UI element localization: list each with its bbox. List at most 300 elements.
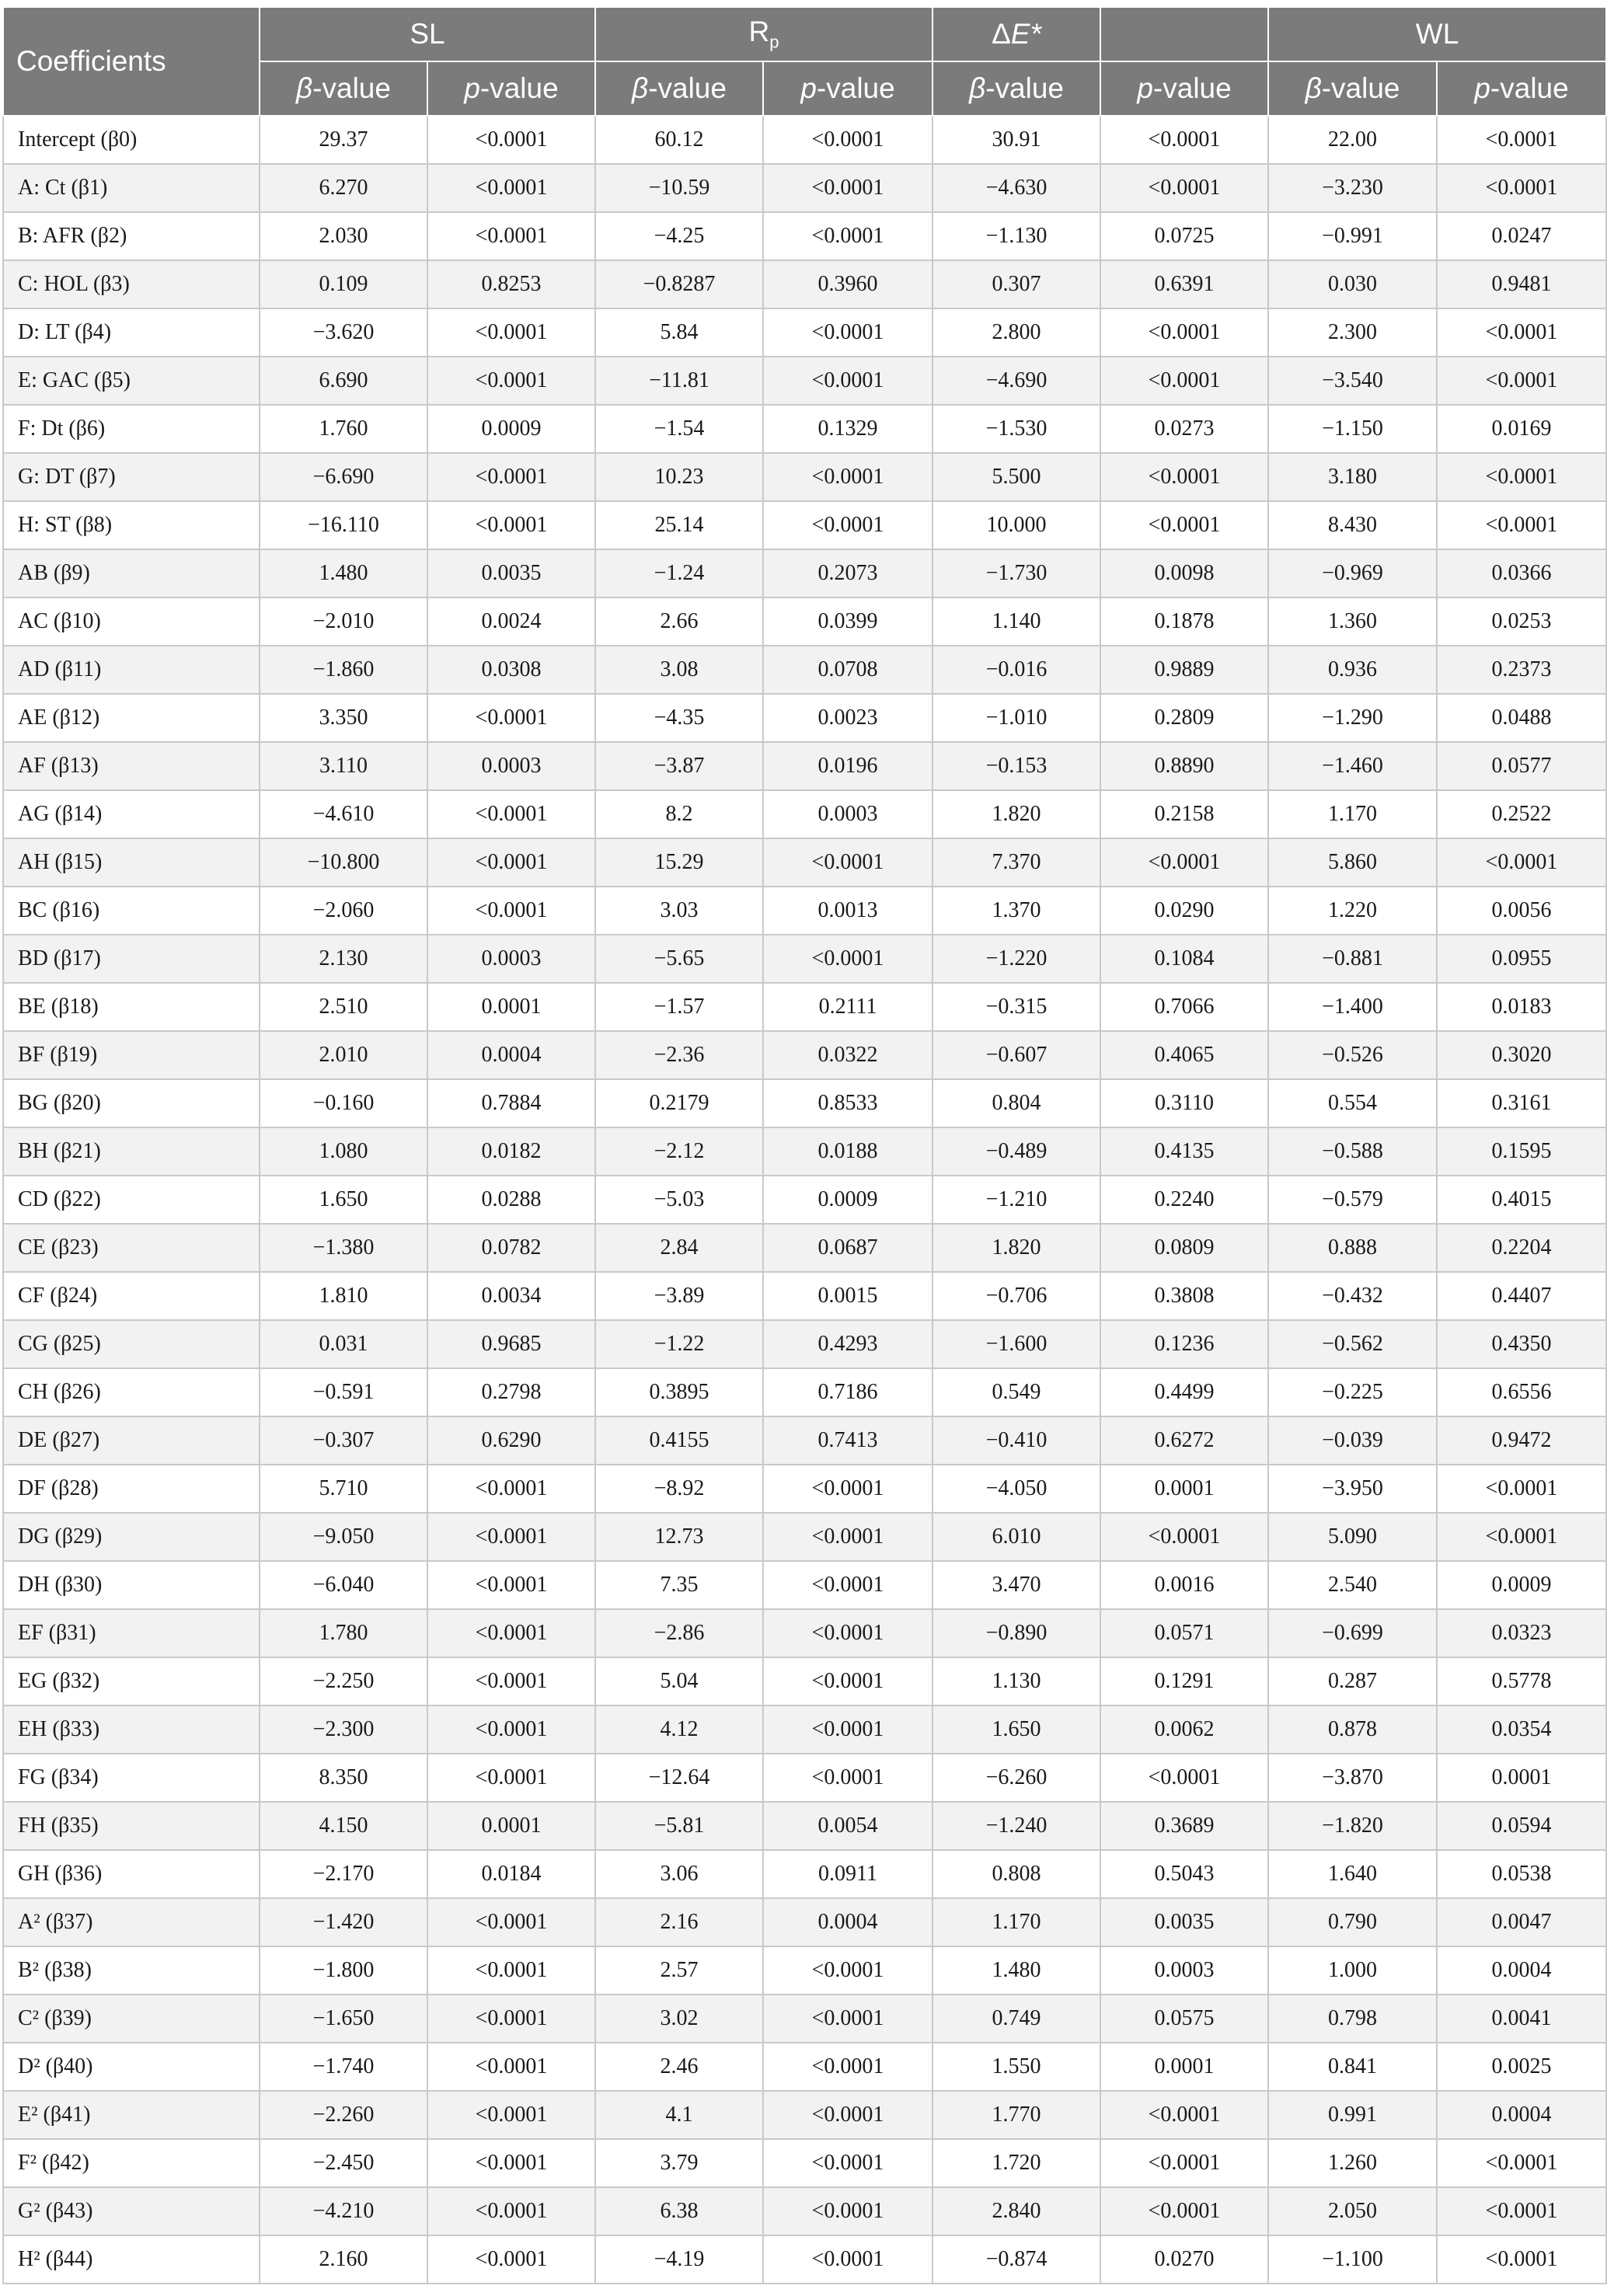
coefficient-label: A² (β37)	[3, 1898, 260, 1946]
beta-value-header	[932, 61, 1100, 116]
coefficient-label: G: DT (β7)	[3, 453, 260, 501]
symbol: p	[1137, 72, 1153, 104]
table-cell: −1.730	[932, 549, 1100, 598]
table-cell: 10.23	[595, 453, 763, 501]
table-cell: −0.607	[932, 1031, 1100, 1079]
table-cell: 0.2111	[763, 983, 932, 1031]
table-cell: 1.770	[932, 2091, 1100, 2139]
table-cell: −0.016	[932, 646, 1100, 694]
table-row	[3, 1754, 1606, 1802]
table-cell: 1.640	[1268, 1850, 1437, 1898]
table-cell: 0.0025	[1437, 2043, 1606, 2091]
table-cell: 2.46	[595, 2043, 763, 2091]
table-cell: −4.690	[932, 357, 1100, 405]
symbol: p	[1474, 72, 1490, 104]
table-cell: −0.969	[1268, 549, 1437, 598]
table-cell: 0.0001	[427, 983, 595, 1031]
group-header-wl: WL	[1268, 7, 1606, 61]
table-cell: 0.0322	[763, 1031, 932, 1079]
table-cell: 0.6290	[427, 1416, 595, 1465]
table-cell: 0.7884	[427, 1079, 595, 1127]
table-cell: <0.0001	[427, 790, 595, 838]
table-cell: 0.0003	[1100, 1946, 1268, 1995]
table-cell: −9.050	[260, 1513, 427, 1561]
table-cell: −1.600	[932, 1320, 1100, 1368]
table-cell: <0.0001	[763, 1946, 932, 1995]
table-cell: 1.080	[260, 1127, 427, 1176]
table-cell: 0.0488	[1437, 694, 1606, 742]
table-cell: −0.489	[932, 1127, 1100, 1176]
table-cell: 0.307	[932, 260, 1100, 308]
coefficient-label: EH (β33)	[3, 1705, 260, 1754]
table-cell: 4.12	[595, 1705, 763, 1754]
table-cell: <0.0001	[763, 1513, 932, 1561]
coefficient-label: FH (β35)	[3, 1802, 260, 1850]
table-row	[3, 1224, 1606, 1272]
coefficient-label: C: HOL (β3)	[3, 260, 260, 308]
table-cell: <0.0001	[427, 2043, 595, 2091]
table-cell: 0.0366	[1437, 549, 1606, 598]
table-cell: <0.0001	[763, 164, 932, 212]
suffix: -value	[312, 72, 391, 104]
table-cell: −0.699	[1268, 1609, 1437, 1657]
table-cell: 2.84	[595, 1224, 763, 1272]
table-cell: <0.0001	[763, 1465, 932, 1513]
table-cell: <0.0001	[1437, 357, 1606, 405]
table-cell: <0.0001	[763, 1995, 932, 2043]
table-cell: <0.0001	[1437, 308, 1606, 357]
coefficient-label: CF (β24)	[3, 1272, 260, 1320]
table-cell: 1.760	[260, 405, 427, 453]
table-row	[3, 357, 1606, 405]
table-cell: 4.150	[260, 1802, 427, 1850]
table-cell: −10.59	[595, 164, 763, 212]
table-cell: 0.2073	[763, 549, 932, 598]
table-cell: 0.4499	[1100, 1368, 1268, 1416]
table-cell: 0.804	[932, 1079, 1100, 1127]
table-cell: 6.010	[932, 1513, 1100, 1561]
table-cell: 0.7186	[763, 1368, 932, 1416]
table-cell: 5.090	[1268, 1513, 1437, 1561]
table-cell: <0.0001	[763, 935, 932, 983]
table-cell: −1.210	[932, 1176, 1100, 1224]
table-cell: 0.0575	[1100, 1995, 1268, 2043]
table-cell: 0.9685	[427, 1320, 595, 1368]
table-cell: −1.54	[595, 405, 763, 453]
table-row	[3, 405, 1606, 453]
table-row	[3, 2139, 1606, 2187]
table-cell: <0.0001	[427, 1898, 595, 1946]
table-cell: 0.0538	[1437, 1850, 1606, 1898]
table-cell: <0.0001	[427, 1561, 595, 1609]
table-cell: 3.350	[260, 694, 427, 742]
table-cell: <0.0001	[1100, 116, 1268, 164]
table-row	[3, 1513, 1606, 1561]
table-cell: <0.0001	[1437, 116, 1606, 164]
table-cell: 1.820	[932, 1224, 1100, 1272]
table-cell: 0.0015	[763, 1272, 932, 1320]
table-cell: <0.0001	[763, 453, 932, 501]
table-cell: 2.800	[932, 308, 1100, 357]
table-cell: 3.03	[595, 887, 763, 935]
coefficient-label: E² (β41)	[3, 2091, 260, 2139]
coefficient-label: CG (β25)	[3, 1320, 260, 1368]
table-cell: <0.0001	[763, 212, 932, 260]
coefficient-label: BH (β21)	[3, 1127, 260, 1176]
table-cell: −0.039	[1268, 1416, 1437, 1465]
table-cell: 0.0188	[763, 1127, 932, 1176]
table-row	[3, 1850, 1606, 1898]
table-cell: 3.02	[595, 1995, 763, 2043]
table-cell: 0.0001	[1100, 1465, 1268, 1513]
table-cell: 2.050	[1268, 2187, 1437, 2235]
coefficient-label: A: Ct (β1)	[3, 164, 260, 212]
coefficient-label: DH (β30)	[3, 1561, 260, 1609]
table-cell: 0.3110	[1100, 1079, 1268, 1127]
header-row-groups	[3, 7, 1606, 61]
coefficient-label: F² (β42)	[3, 2139, 260, 2187]
coefficient-label: Intercept (β0)	[3, 116, 260, 164]
table-cell: −0.881	[1268, 935, 1437, 983]
table-cell: 0.8253	[427, 260, 595, 308]
table-cell: −2.12	[595, 1127, 763, 1176]
table-cell: 2.66	[595, 598, 763, 646]
coefficient-label: BD (β17)	[3, 935, 260, 983]
table-cell: 3.06	[595, 1850, 763, 1898]
table-cell: <0.0001	[427, 887, 595, 935]
table-cell: 0.0003	[427, 935, 595, 983]
table-row	[3, 2043, 1606, 2091]
table-cell: −0.315	[932, 983, 1100, 1031]
table-cell: −5.65	[595, 935, 763, 983]
table-cell: 2.540	[1268, 1561, 1437, 1609]
table-cell: 0.1878	[1100, 598, 1268, 646]
table-cell: 1.260	[1268, 2139, 1437, 2187]
table-cell: 1.220	[1268, 887, 1437, 935]
table-row	[3, 1320, 1606, 1368]
table-cell: 1.000	[1268, 1946, 1437, 1995]
table-row	[3, 549, 1606, 598]
table-cell: 2.840	[932, 2187, 1100, 2235]
table-cell: 0.0354	[1437, 1705, 1606, 1754]
table-cell: 0.0399	[763, 598, 932, 646]
table-cell: 0.749	[932, 1995, 1100, 2043]
table-cell: 0.1595	[1437, 1127, 1606, 1176]
table-row	[3, 2187, 1606, 2235]
table-cell: <0.0001	[427, 2235, 595, 2284]
table-cell: 0.936	[1268, 646, 1437, 694]
group-header-sl: SL	[260, 7, 595, 61]
table-cell: −1.530	[932, 405, 1100, 453]
coefficient-label: H² (β44)	[3, 2235, 260, 2284]
coefficient-label: C² (β39)	[3, 1995, 260, 2043]
table-cell: 0.5778	[1437, 1657, 1606, 1705]
beta-value-header	[1268, 61, 1437, 116]
table-cell: 0.0687	[763, 1224, 932, 1272]
table-cell: 0.1084	[1100, 935, 1268, 983]
coefficients-header: Coefficients	[3, 7, 260, 116]
table-cell: <0.0001	[763, 357, 932, 405]
group-header-gap	[1100, 7, 1268, 61]
table-cell: 0.4135	[1100, 1127, 1268, 1176]
table-cell: −2.060	[260, 887, 427, 935]
table-cell: 0.0054	[763, 1802, 932, 1850]
table-row	[3, 1368, 1606, 1416]
table-row	[3, 887, 1606, 935]
coefficient-label: FG (β34)	[3, 1754, 260, 1802]
table-cell: 8.2	[595, 790, 763, 838]
table-cell: 5.04	[595, 1657, 763, 1705]
table-cell: 22.00	[1268, 116, 1437, 164]
table-cell: <0.0001	[1100, 2187, 1268, 2235]
table-row	[3, 1176, 1606, 1224]
table-cell: −0.225	[1268, 1368, 1437, 1416]
coefficient-label: BE (β18)	[3, 983, 260, 1031]
table-cell: <0.0001	[427, 1995, 595, 2043]
table-cell: <0.0001	[1100, 838, 1268, 887]
table-cell: 0.2809	[1100, 694, 1268, 742]
table-cell: −0.432	[1268, 1272, 1437, 1320]
table-cell: 0.0024	[427, 598, 595, 646]
table-cell: 0.0009	[1437, 1561, 1606, 1609]
table-row	[3, 1031, 1606, 1079]
table-cell: −3.89	[595, 1272, 763, 1320]
table-cell: 0.9472	[1437, 1416, 1606, 1465]
table-cell: 0.0288	[427, 1176, 595, 1224]
table-cell: 0.1329	[763, 405, 932, 453]
table-cell: 0.0034	[427, 1272, 595, 1320]
table-cell: −12.64	[595, 1754, 763, 1802]
table-row	[3, 646, 1606, 694]
table-row	[3, 1127, 1606, 1176]
table-cell: −0.307	[260, 1416, 427, 1465]
table-cell: 7.35	[595, 1561, 763, 1609]
table-cell: 0.0782	[427, 1224, 595, 1272]
suffix: -value	[1321, 72, 1400, 104]
coefficient-label: AH (β15)	[3, 838, 260, 887]
table-cell: 3.180	[1268, 453, 1437, 501]
table-cell: <0.0001	[763, 2043, 932, 2091]
table-row	[3, 453, 1606, 501]
table-cell: <0.0001	[427, 116, 595, 164]
table-cell: 6.690	[260, 357, 427, 405]
coefficient-label: EF (β31)	[3, 1609, 260, 1657]
coefficient-label: E: GAC (β5)	[3, 357, 260, 405]
table-cell: 2.160	[260, 2235, 427, 2284]
table-cell: 0.031	[260, 1320, 427, 1368]
table-cell: 0.991	[1268, 2091, 1437, 2139]
coefficient-label: AF (β13)	[3, 742, 260, 790]
table-cell: 0.0016	[1100, 1561, 1268, 1609]
table-cell: <0.0001	[1437, 2139, 1606, 2187]
table-cell: 0.0323	[1437, 1609, 1606, 1657]
table-cell: −8.92	[595, 1465, 763, 1513]
table-cell: 15.29	[595, 838, 763, 887]
table-cell: 0.0003	[427, 742, 595, 790]
table-cell: −1.22	[595, 1320, 763, 1368]
table-cell: 0.0041	[1437, 1995, 1606, 2043]
table-cell: 0.3689	[1100, 1802, 1268, 1850]
symbol: p	[464, 72, 480, 104]
table-cell: 1.140	[932, 598, 1100, 646]
table-cell: <0.0001	[427, 1465, 595, 1513]
coefficient-label: AE (β12)	[3, 694, 260, 742]
table-cell: 0.6272	[1100, 1416, 1268, 1465]
beta-value-header	[595, 61, 763, 116]
coefficients-table	[2, 6, 1607, 2284]
table-cell: 3.79	[595, 2139, 763, 2187]
coefficient-label: EG (β32)	[3, 1657, 260, 1705]
table-cell: 1.810	[260, 1272, 427, 1320]
table-cell: 0.6391	[1100, 260, 1268, 308]
table-cell: 0.3960	[763, 260, 932, 308]
table-cell: −6.690	[260, 453, 427, 501]
table-cell: 0.0290	[1100, 887, 1268, 935]
table-cell: −1.460	[1268, 742, 1437, 790]
table-cell: <0.0001	[427, 308, 595, 357]
table-cell: 0.109	[260, 260, 427, 308]
table-cell: −2.010	[260, 598, 427, 646]
table-cell: <0.0001	[427, 164, 595, 212]
symbol: β	[1305, 72, 1322, 104]
table-cell: <0.0001	[763, 501, 932, 549]
group-header-rp: $R_p$	[595, 7, 932, 61]
table-cell: <0.0001	[763, 308, 932, 357]
table-cell: −5.81	[595, 1802, 763, 1850]
table-cell: 0.0004	[427, 1031, 595, 1079]
table-cell: 1.480	[932, 1946, 1100, 1995]
table-row	[3, 1995, 1606, 2043]
table-cell: 0.8890	[1100, 742, 1268, 790]
table-cell: <0.0001	[763, 838, 932, 887]
p-value-header	[1100, 61, 1268, 116]
table-cell: 0.7413	[763, 1416, 932, 1465]
suffix: -value	[816, 72, 895, 104]
table-cell: <0.0001	[427, 501, 595, 549]
table-cell: 0.2373	[1437, 646, 1606, 694]
table-row	[3, 1272, 1606, 1320]
table-cell: <0.0001	[763, 1561, 932, 1609]
table-cell: <0.0001	[763, 1657, 932, 1705]
table-cell: <0.0001	[1100, 357, 1268, 405]
table-cell: <0.0001	[763, 2139, 932, 2187]
table-cell: 7.370	[932, 838, 1100, 887]
table-cell: <0.0001	[427, 212, 595, 260]
table-cell: 0.0047	[1437, 1898, 1606, 1946]
table-cell: −6.260	[932, 1754, 1100, 1802]
table-cell: <0.0001	[427, 1657, 595, 1705]
table-cell: 60.12	[595, 116, 763, 164]
table-cell: 0.0594	[1437, 1802, 1606, 1850]
table-cell: −10.800	[260, 838, 427, 887]
table-cell: 0.3020	[1437, 1031, 1606, 1079]
table-cell: −0.591	[260, 1368, 427, 1416]
table-row	[3, 260, 1606, 308]
p-value-header	[763, 61, 932, 116]
table-cell: 29.37	[260, 116, 427, 164]
table-cell: 0.0001	[1100, 2043, 1268, 2091]
table-cell: 6.38	[595, 2187, 763, 2235]
p-value-header	[427, 61, 595, 116]
table-cell: 0.3161	[1437, 1079, 1606, 1127]
table-cell: −0.588	[1268, 1127, 1437, 1176]
table-cell: <0.0001	[763, 2187, 932, 2235]
table-row	[3, 1609, 1606, 1657]
table-cell: −1.380	[260, 1224, 427, 1272]
table-row	[3, 694, 1606, 742]
coefficient-label: B² (β38)	[3, 1946, 260, 1995]
table-cell: −3.950	[1268, 1465, 1437, 1513]
table-cell: 0.4293	[763, 1320, 932, 1368]
table-cell: 0.841	[1268, 2043, 1437, 2091]
table-cell: −0.160	[260, 1079, 427, 1127]
table-cell: 4.1	[595, 2091, 763, 2139]
table-cell: <0.0001	[1100, 164, 1268, 212]
table-cell: 1.170	[932, 1898, 1100, 1946]
table-cell: 1.820	[932, 790, 1100, 838]
table-cell: <0.0001	[763, 2235, 932, 2284]
table-cell: 0.2240	[1100, 1176, 1268, 1224]
coefficient-label: G² (β43)	[3, 2187, 260, 2235]
table-cell: 0.0253	[1437, 598, 1606, 646]
table-row	[3, 1705, 1606, 1754]
table-cell: <0.0001	[1437, 501, 1606, 549]
table-cell: <0.0001	[427, 2091, 595, 2139]
table-row	[3, 2235, 1606, 2284]
table-cell: 0.790	[1268, 1898, 1437, 1946]
table-cell: 2.010	[260, 1031, 427, 1079]
table-cell: −2.260	[260, 2091, 427, 2139]
table-cell: −16.110	[260, 501, 427, 549]
table-cell: 8.350	[260, 1754, 427, 1802]
table-cell: −3.87	[595, 742, 763, 790]
table-cell: −4.050	[932, 1465, 1100, 1513]
table-cell: 0.0013	[763, 887, 932, 935]
table-cell: −1.800	[260, 1946, 427, 1995]
table-cell: 5.84	[595, 308, 763, 357]
table-cell: −0.579	[1268, 1176, 1437, 1224]
table-cell: 0.0035	[1100, 1898, 1268, 1946]
table-cell: −0.874	[932, 2235, 1100, 2284]
table-cell: −2.86	[595, 1609, 763, 1657]
table-cell: 0.0725	[1100, 212, 1268, 260]
table-cell: <0.0001	[763, 116, 932, 164]
table-row	[3, 790, 1606, 838]
table-row	[3, 164, 1606, 212]
table-cell: 0.3895	[595, 1368, 763, 1416]
table-cell: −11.81	[595, 357, 763, 405]
table-cell: 1.170	[1268, 790, 1437, 838]
table-cell: <0.0001	[427, 453, 595, 501]
table-cell: −0.562	[1268, 1320, 1437, 1368]
table-cell: −6.040	[260, 1561, 427, 1609]
coefficient-label: AB (β9)	[3, 549, 260, 598]
table-row	[3, 742, 1606, 790]
coefficient-label: AG (β14)	[3, 790, 260, 838]
table-cell: −1.57	[595, 983, 763, 1031]
table-row	[3, 116, 1606, 164]
table-cell: 1.480	[260, 549, 427, 598]
table-cell: 1.720	[932, 2139, 1100, 2187]
coefficient-label: H: ST (β8)	[3, 501, 260, 549]
table-cell: <0.0001	[1437, 2187, 1606, 2235]
table-cell: −1.220	[932, 935, 1100, 983]
table-cell: 2.510	[260, 983, 427, 1031]
table-body	[3, 116, 1606, 2284]
table-cell: 0.808	[932, 1850, 1100, 1898]
table-cell: 1.650	[260, 1176, 427, 1224]
table-row	[3, 1946, 1606, 1995]
